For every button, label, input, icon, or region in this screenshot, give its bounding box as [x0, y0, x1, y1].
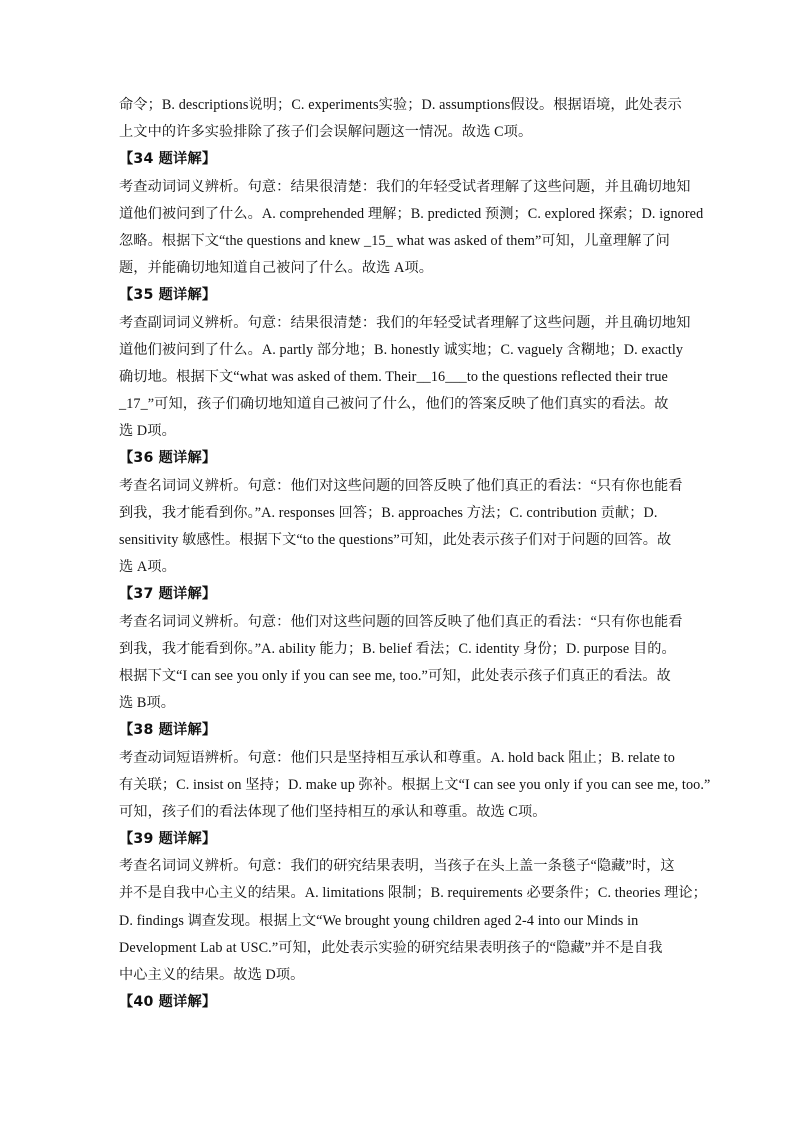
explanation-paragraph	[119, 745, 711, 827]
explanation-paragraph	[119, 473, 683, 582]
text-line: 选 B项。	[119, 695, 176, 712]
text-line: 到我，我才能看到你。”A. responses 回答；B. approaches 方法；C. contribution 贡献；D.	[119, 504, 658, 521]
text-line: 忽略。根据下文“the questions and knew _15_ what was asked of them”可知，儿童理解了问	[119, 232, 670, 249]
text-line: 题，并能确切地知道自己被问了什么。故选 A项。	[119, 260, 434, 277]
text-line: 确切地。根据下文“what was asked of them. Their__16___to the questions reflected their true	[119, 368, 668, 385]
text-line: 道他们被问到了什么。A. comprehended 理解；B. predicted 预测；C. explored 探索；D. ignored	[119, 205, 704, 222]
question-heading: 【37 题详解】	[119, 586, 217, 603]
text-line: 并不是自我中心主义的结果。A. limitations 限制；B. requirements 必要条件；C. theories 理论；	[119, 885, 707, 902]
question-heading: 【40 题详解】	[119, 994, 217, 1011]
question-heading: 【39 题详解】	[119, 831, 217, 848]
text-line: 命令；B. descriptions说明；C. experiments实验；D. assumptions假设。根据语境，此处表示	[119, 97, 682, 113]
explanation-paragraph	[119, 92, 682, 146]
text-line: 考查动词词义辨析。句意：结果很清楚：我们的年轻受试者理解了这些问题，并且确切地知	[119, 178, 691, 195]
text-line: 选 A项。	[119, 559, 176, 576]
question-heading: 【35 题详解】	[119, 287, 217, 304]
explanation-paragraph	[119, 174, 704, 283]
question-heading: 【38 题详解】	[119, 722, 217, 739]
text-line: sensitivity 敏感性。根据下文“to the questions”可知，此处表示孩子们对于问题的回答。故	[119, 532, 672, 548]
text-line: 考查名词词义辨析。句意：他们对这些问题的回答反映了他们真正的看法：“只有你也能看	[119, 477, 683, 494]
text-line: 考查名词词义辨析。句意：我们的研究结果表明，当孩子在头上盖一条毯子“隐藏”时，这	[119, 858, 675, 875]
text-line: D. findings 调查发现。根据上文“We brought young children aged 2-4 into our Minds in	[119, 912, 639, 929]
text-line: 可知，孩子们的看法体现了他们坚持相互的承认和尊重。故选 C项。	[119, 803, 547, 820]
explanation-paragraph	[119, 853, 707, 989]
text-line: 考查名词词义辨析。句意：他们对这些问题的回答反映了他们真正的看法：“只有你也能看	[119, 613, 683, 630]
text-line: 有关联；C. insist on 坚持；D. make up 弥补。根据上文“I can see you only if you can see me, too.”	[119, 776, 711, 793]
text-line: 道他们被问到了什么。A. partly 部分地；B. honestly 诚实地；C. vaguely 含糊地；D. exactly	[119, 341, 684, 358]
text-line: 中心主义的结果。故选 D项。	[119, 967, 305, 983]
explanation-paragraph	[119, 609, 683, 718]
text-line: 上文中的许多实验排除了孩子们会误解问题这一情况。故选 C项。	[119, 124, 533, 141]
question-heading: 【36 题详解】	[119, 450, 217, 467]
document-page	[119, 92, 711, 1016]
text-line: 到我，我才能看到你。”A. ability 能力；B. belief 看法；C. identity 身份；D. purpose 目的。	[119, 640, 676, 657]
text-line: 根据下文“I can see you only if you can see me, too.”可知，此处表示孩子们真正的看法。故	[119, 667, 671, 684]
text-line: 选 D项。	[119, 423, 176, 440]
text-line: 考查动词短语辨析。句意：他们只是坚持相互承认和尊重。A. hold back 阻止；B. relate to	[119, 749, 675, 766]
text-line: 考查副词词义辨析。句意：结果很清楚：我们的年轻受试者理解了这些问题，并且确切地知	[119, 314, 691, 331]
text-line: _17_”可知，孩子们确切地知道自己被问了什么，他们的答案反映了他们真实的看法。故	[119, 396, 669, 413]
text-line: Development Lab at USC.”可知，此处表示实验的研究结果表明孩子的“隐藏”并不是自我	[119, 939, 663, 956]
explanation-paragraph	[119, 310, 691, 446]
question-heading: 【34 题详解】	[119, 151, 217, 168]
